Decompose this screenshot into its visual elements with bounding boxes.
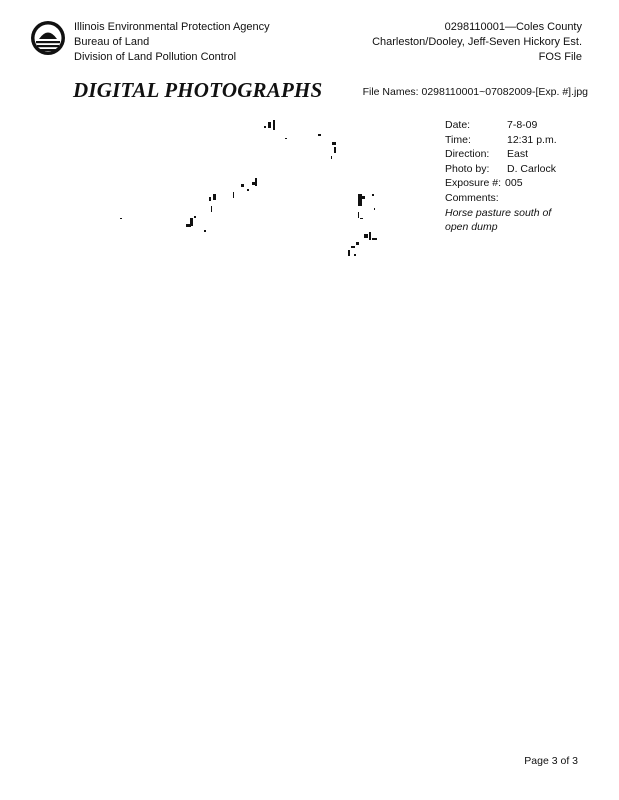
exposure-value: 005: [505, 177, 523, 190]
direction-label: Direction:: [445, 148, 490, 161]
time-label: Time:: [445, 133, 471, 146]
date-row: [445, 118, 595, 133]
time-row: [445, 133, 595, 148]
date-label: Date:: [445, 119, 471, 131]
exposure-label: Exposure #:: [445, 177, 502, 190]
iepa-seal-icon: [30, 20, 66, 56]
page-title: DIGITAL PHOTOGRAPHS: [73, 78, 323, 102]
direction-row: [445, 147, 595, 162]
bureau-name: Bureau of Land: [74, 36, 150, 48]
exposure-row: [445, 176, 595, 191]
agency-header: [74, 20, 270, 65]
division-name: Division of Land Pollution Control: [74, 51, 237, 63]
date-value: 7-8-09: [507, 119, 538, 131]
comments-value: Horse pasture south of open dump: [445, 206, 552, 234]
page-number: Page 3 of 3: [524, 755, 578, 767]
agency-name: Illinois Environmental Protection Agency: [74, 21, 270, 33]
site-name: Charleston/Dooley, Jeff-Seven Hickory Est.: [372, 36, 582, 48]
direction-value: East: [507, 148, 529, 161]
photo-by-label: Photo by:: [445, 162, 490, 175]
file-type: FOS File: [538, 51, 582, 63]
file-names: File Names: 0298110001~07082009-[Exp. #].jpg: [362, 86, 588, 98]
title-row: [73, 78, 588, 104]
site-id: 0298110001—Coles County: [444, 21, 582, 33]
photograph: [110, 112, 410, 267]
comments-label: Comments:: [445, 191, 499, 204]
photo-details: [445, 118, 595, 235]
photo-by-row: [445, 162, 595, 177]
photo-by-value: D. Carlock: [507, 162, 557, 175]
site-header: [372, 20, 582, 65]
time-value: 12:31 p.m.: [507, 133, 557, 146]
